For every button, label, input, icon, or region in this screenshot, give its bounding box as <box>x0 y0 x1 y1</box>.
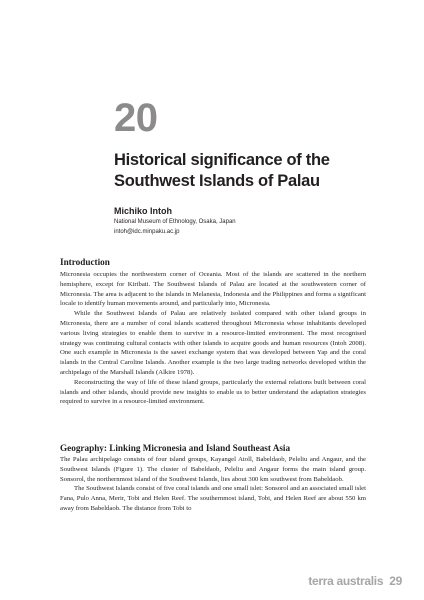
paragraph: Reconstructing the way of life of these island groups, particularly the external relations built between coral islands and other islands, should provide new insights to enable us to better understand the adaptation strategies required to survive in a resource-limited environment. <box>60 378 366 406</box>
paragraph: The Palau archipelago consists of four island groups, Kayangel Atoll, Babeldaob, Peleliu and Angaur, and the Southwest Islands (Figure 1). The cluster of Babeldaob, Peleliu and Angaur forms the main island group. Sonsorol, the northernmost island of the Southwest Islands, lies about 300 km southwest from Babeldaob. <box>60 456 366 483</box>
chapter-number: 20 <box>114 96 158 140</box>
author-affiliation: National Museum of Ethnology, Osaka, Japan <box>114 219 236 225</box>
author-email: intoh@idc.minpaku.ac.jp <box>114 229 180 235</box>
section-heading-introduction: Introduction <box>60 257 110 267</box>
footer-volume-number: 29 <box>389 574 402 588</box>
introduction-body <box>60 270 366 407</box>
footer-series-name: terra australis <box>308 574 384 588</box>
page-footer <box>308 574 402 588</box>
chapter-title: Historical significance of the Southwest Islands of Palau <box>114 151 330 190</box>
paragraph: While the Southwest Islands of Palau are relatively isolated compared with other island groups in Micronesia, there are a number of coral islands scattered throughout Micronesia whose inhabitants developed various living strategies to enable them to survive in a resource-limited environment. The most recognised strategy was continuing cultural contacts with other islands to acquire goods and human resources (Intoh 2008). One such example in Micronesia is the sawei exchange system that was developed between Yap and the coral islands in the Central Caroline Islands. Another example is the two large trading networks developed within the archipelago of the Marshall Islands (Alkire 1978). <box>60 310 366 376</box>
section-heading-geography: Geography: Linking Micronesia and Island Southeast Asia <box>60 443 291 453</box>
author-block <box>114 205 236 237</box>
author-name: Michiko Intoh <box>114 206 172 216</box>
geography-body <box>60 455 366 514</box>
paragraph: Micronesia occupies the northwestern corner of Oceania. Most of the islands are scattered in the northern hemisphere, except for Kiribati. The Southwest Islands of Palau are located at the southwestern corner of Micronesia. The area is adjacent to the islands in Melanesia, Indonesia and the Philippines and forms a significant locale to identify human movements around, and particularly into, Micronesia. <box>60 271 366 308</box>
paragraph: The Southwest Islands consist of five coral islands and one small islet: Sonsorol and an associated small islet Fana, Pulo Anna, Merir, Tobi and Helen Reef. The southernmost island, Tobi, and Helen Reef are about 550 km away from Babeldaob. The distance from Tobi to <box>60 485 366 512</box>
